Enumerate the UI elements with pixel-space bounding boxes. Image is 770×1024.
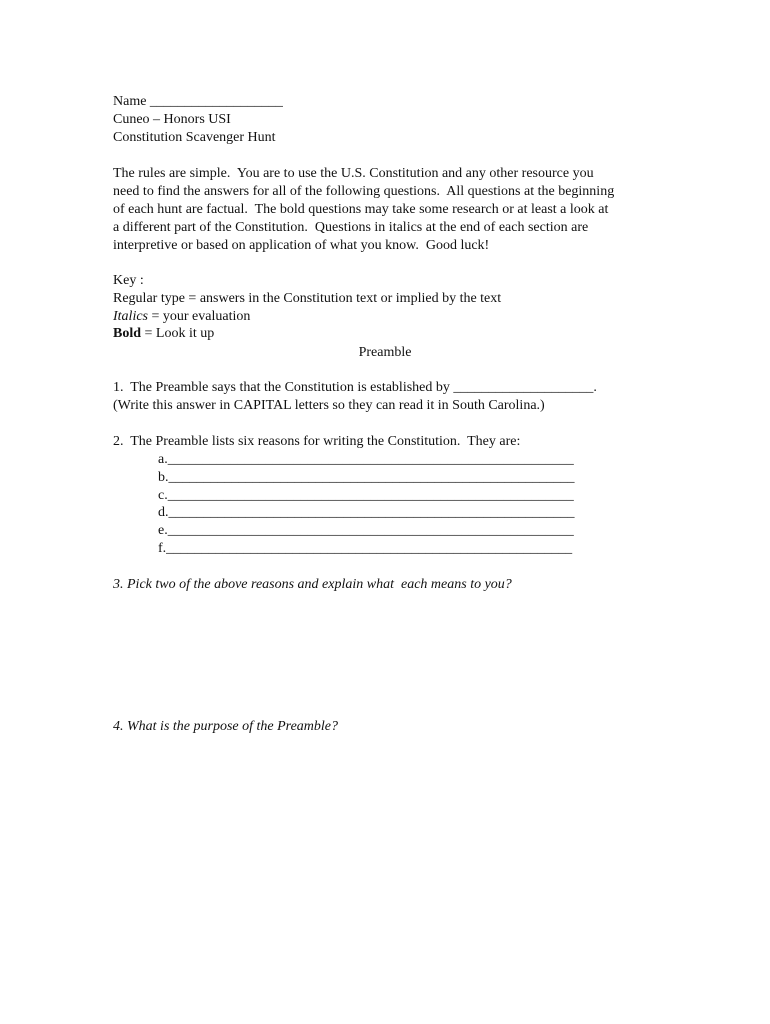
answer-blank: c.__________________________________________________________: [158, 488, 574, 503]
key-bold-term: Bold: [113, 326, 142, 341]
answer-blank: a.__________________________________________________________: [158, 452, 574, 467]
intro-line: The rules are simple. You are to use the U.S. Constitution and any other resource you: [113, 166, 594, 181]
question-3: 3. Pick two of the above reasons and explain what each means to you?: [113, 577, 512, 592]
answer-blank: e.__________________________________________________________: [158, 523, 574, 538]
answer-blank: f.__________________________________________________________: [158, 541, 573, 556]
assignment-title: Constitution Scavenger Hunt: [113, 130, 276, 145]
section-title: Preamble: [358, 345, 412, 360]
key-italics: [113, 308, 250, 326]
question-4: 4. What is the purpose of the Preamble?: [113, 719, 339, 734]
intro-line: of each hunt are factual. The bold questions may take some research or at least a look at: [113, 202, 609, 217]
name-line: Name ___________________: [113, 94, 283, 109]
intro-line: a different part of the Constitution. Questions in italics at the end of each section are: [113, 220, 589, 235]
question-1: 1. The Preamble says that the Constitution is established by ____________________.: [113, 380, 597, 395]
key-regular: Regular type = answers in the Constitution text or implied by the text: [113, 291, 502, 306]
teacher-class-line: Cuneo – Honors USI: [113, 112, 231, 127]
key-italics-term: Italics: [113, 309, 148, 324]
intro-line: need to find the answers for all of the following questions. All questions at the beginning: [113, 184, 615, 199]
intro-line: interpretive or based on application of what you know. Good luck!: [113, 238, 490, 253]
question-1-note: (Write this answer in CAPITAL letters so they can read it in South Carolina.): [113, 398, 545, 413]
answer-blank: d.__________________________________________________________: [158, 505, 575, 520]
key-bold-def: = Look it up: [141, 326, 215, 341]
question-2: 2. The Preamble lists six reasons for writing the Constitution. They are:: [113, 434, 521, 449]
key-bold: [113, 325, 214, 343]
answer-blank: b.__________________________________________________________: [158, 470, 575, 485]
key-heading: Key :: [113, 273, 144, 288]
key-italics-def: = your evaluation: [148, 309, 251, 324]
